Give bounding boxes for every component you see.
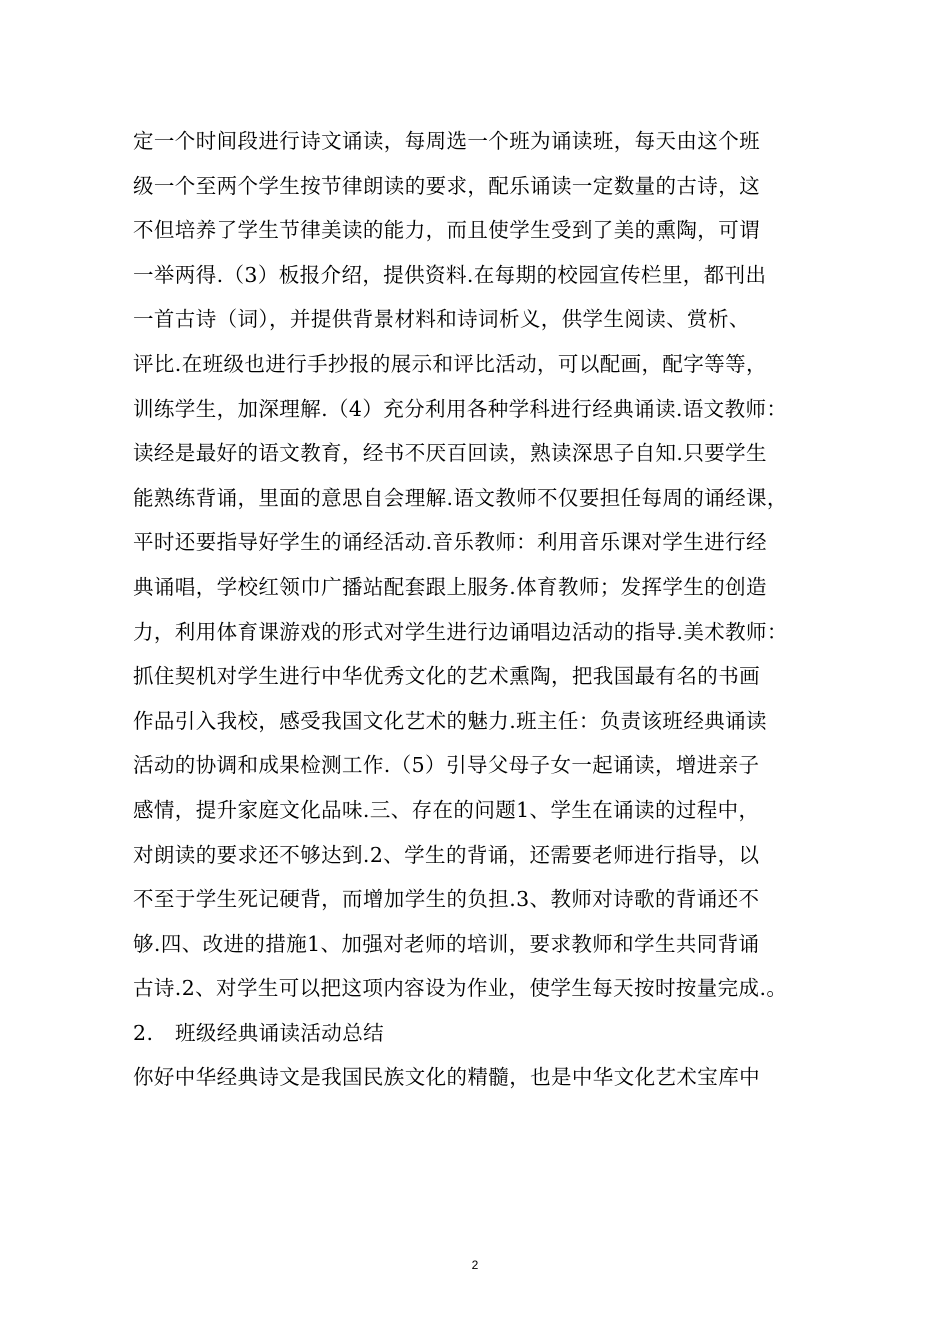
page-number: 2 bbox=[471, 1258, 479, 1272]
text-line: 抓住契机对学生进行中华优秀文化的艺术熏陶，把我国最有名的书画 bbox=[133, 664, 760, 689]
text-line: 平时还要指导好学生的诵经活动.音乐教师：利用音乐课对学生进行经 bbox=[133, 530, 767, 555]
body-text bbox=[133, 119, 833, 1100]
text-line: 一举两得.（3）板报介绍，提供资料.在每期的校园宣传栏里，都刊出 bbox=[133, 262, 767, 287]
text-line: 力，利用体育课游戏的形式对学生进行边诵唱边活动的指导.美术教师： bbox=[133, 619, 788, 644]
section-title: 班级经典诵读活动总结 bbox=[175, 1020, 384, 1045]
text-line: 不但培养了学生节律美读的能力，而且使学生受到了美的熏陶，可谓 bbox=[133, 218, 760, 243]
text-line: 作品引入我校，感受我国文化艺术的魅力.班主任：负责该班经典诵读 bbox=[133, 708, 767, 733]
text-line: 级一个至两个学生按节律朗读的要求，配乐诵读一定数量的古诗，这 bbox=[133, 173, 760, 198]
text-line: 感情，提升家庭文化品味.三、存在的问题1、学生在诵读的过程中， bbox=[133, 797, 760, 822]
text-line: 够.四、改进的措施1、加强对老师的培训，要求教师和学生共同背诵 bbox=[133, 931, 760, 956]
text-line: 读经是最好的语文教育，经书不厌百回读，熟读深思子自知.只要学生 bbox=[133, 441, 767, 466]
text-line: 古诗.2、对学生可以把这项内容设为作业，使学生每天按时按量完成.。 bbox=[133, 976, 788, 1001]
section-heading bbox=[133, 1011, 833, 1056]
section-number: 2. bbox=[133, 1020, 154, 1045]
text-line: 典诵唱，学校红领巾广播站配套跟上服务.体育教师；发挥学生的创造 bbox=[133, 574, 767, 599]
text-line: 评比.在班级也进行手抄报的展示和评比活动，可以配画，配字等等， bbox=[133, 351, 767, 376]
text-line: 定一个时间段进行诗文诵读，每周选一个班为诵读班，每天由这个班 bbox=[133, 129, 760, 153]
text-line: 一首古诗（词），并提供背景材料和诗词析义，供学生阅读、赏析、 bbox=[133, 307, 750, 332]
text-line: 能熟练背诵，里面的意思自会理解.语文教师不仅要担任每周的诵经课， bbox=[133, 485, 788, 510]
text-line: 你好中华经典诗文是我国民族文化的精髓，也是中华文化艺术宝库中 bbox=[133, 1065, 760, 1090]
text-line: 训练学生，加深理解.（4）充分利用各种学科进行经典诵读.语文教师： bbox=[133, 396, 788, 421]
text-line: 活动的协调和成果检测工作.（5）引导父母子女一起诵读，增进亲子 bbox=[133, 753, 760, 778]
text-line: 对朗读的要求还不够达到.2、学生的背诵，还需要老师进行指导，以 bbox=[133, 842, 760, 867]
text-line: 不至于学生死记硬背，而增加学生的负担.3、教师对诗歌的背诵还不 bbox=[133, 887, 760, 912]
